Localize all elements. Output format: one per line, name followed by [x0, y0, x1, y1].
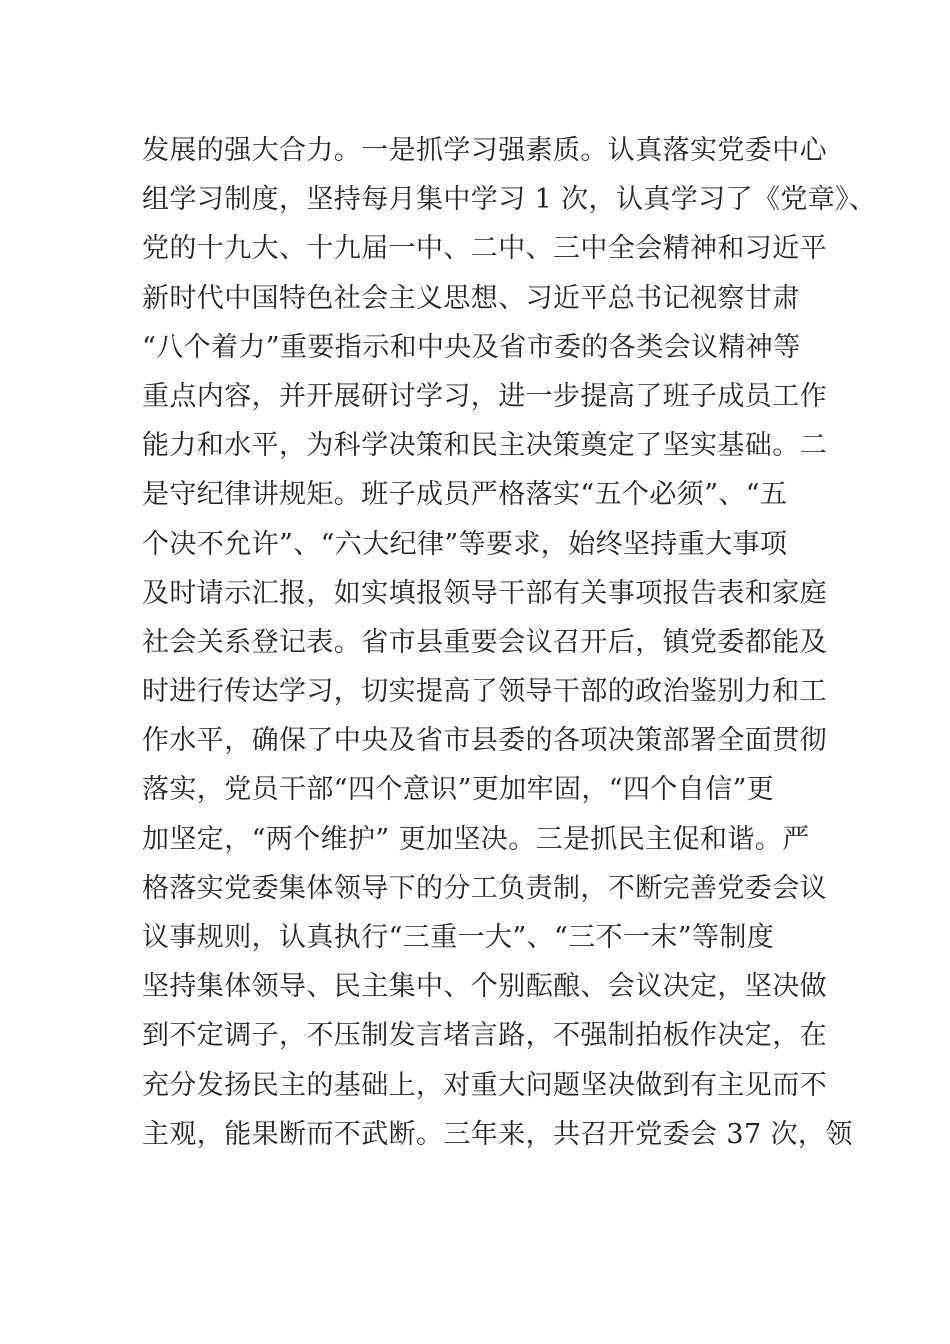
text-line: 落实，党员干部“四个意识”更加牢固，“四个自信”更	[142, 774, 775, 806]
text-line: 是守纪律讲规矩。班子成员严格落实“五个必须”、“五	[142, 479, 788, 511]
text-line: 加坚定，“两个维护” 更加坚决。三是抓民主促和谐。严	[142, 823, 810, 855]
text-line: 组学习制度，坚持每月集中学习 1 次，认真学习了《党章》、	[142, 184, 877, 216]
text-line: 充分发扬民主的基础上，对重大问题坚决做到有主见而不	[142, 1069, 827, 1101]
text-line: 议事规则，认真执行“三重一大”、“三不一末”等制度	[142, 922, 775, 953]
text-line: 坚持集体领导、民主集中、个别酝酿、会议决定，坚决做	[142, 971, 827, 1003]
text-line: 党的十九大、十九届一中、二中、三中全会精神和习近平	[142, 233, 827, 265]
text-line: 到不定调子，不压制发言堵言路，不强制拍板作决定，在	[142, 1020, 827, 1052]
text-line: 作水平，确保了中央及省市县委的各项决策部署全面贯彻	[142, 725, 827, 757]
text-line: 格落实党委集体领导下的分工负责制，不断完善党委会议	[142, 872, 827, 904]
text-line: 时进行传达学习，切实提高了领导干部的政治鉴别力和工	[142, 676, 827, 708]
text-line: 社会关系登记表。省市县重要会议召开后，镇党委都能及	[142, 626, 827, 658]
text-line: 新时代中国特色社会主义思想、习近平总书记视察甘肃	[142, 282, 800, 314]
text-line: 发展的强大合力。一是抓学习强素质。认真落实党委中心	[142, 135, 827, 166]
text-line: 能力和水平，为科学决策和民主决策奠定了坚实基础。二	[142, 430, 827, 462]
text-line: 个决不允许”、“六大纪律”等要求，始终坚持重大事项	[142, 528, 788, 560]
text-line: 主观，能果断而不武断。三年来，共召开党委会 37 次，领	[142, 1118, 853, 1150]
body-paragraph	[142, 126, 877, 1159]
text-line: “八个着力”重要指示和中央及省市委的各类会议精神等	[142, 331, 801, 363]
text-line: 重点内容，并开展研讨学习，进一步提高了班子成员工作	[142, 380, 827, 412]
text-line: 及时请示汇报，如实填报领导干部有关事项报告表和家庭	[142, 577, 827, 609]
